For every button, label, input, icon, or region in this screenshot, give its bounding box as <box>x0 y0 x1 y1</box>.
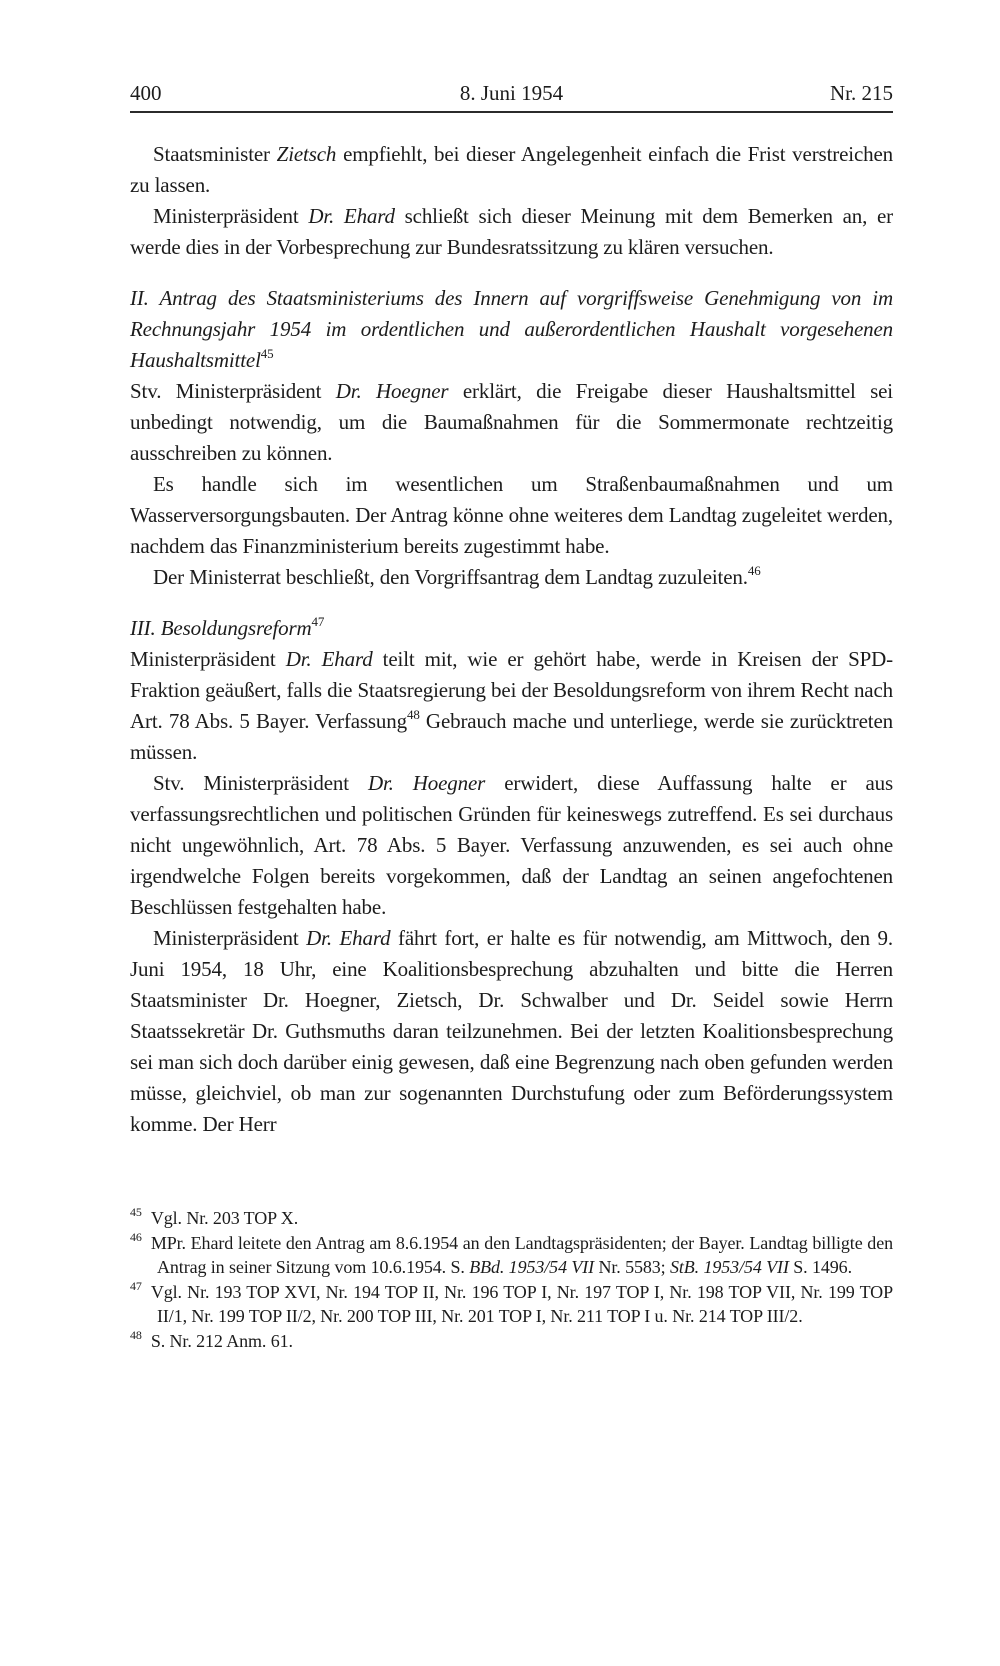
document-body <box>130 139 893 1140</box>
text-run: S. 1496. <box>788 1257 852 1277</box>
emphasized-text: Dr. Ehard <box>285 647 373 671</box>
footnote-ref: 46 <box>747 563 761 578</box>
footnote-marker: 47 <box>130 1278 142 1293</box>
text-run: erklärt, die Freigabe dieser Haushaltsmittel sei unbedingt notwendig, um die Baumaßnahmen für die Sommermonate rechtzeitig ausschreiben zu können. <box>130 379 893 465</box>
emphasized-text: Zietsch <box>276 142 337 166</box>
footnote-ref: 48 <box>406 707 420 722</box>
text-run: Ministerpräsident <box>153 926 307 950</box>
text-run: Stv. Ministerpräsident <box>153 771 368 795</box>
emphasized-text: Dr. Ehard <box>306 926 391 950</box>
text-run: Gebrauch mache und unterliege, werde sie zurücktreten müssen. <box>130 709 893 764</box>
text-run: Ministerpräsident <box>153 204 309 228</box>
body-paragraph <box>130 923 893 1140</box>
running-head <box>130 80 893 113</box>
emphasized-text: BBd. 1953/54 VII <box>469 1257 595 1277</box>
body-paragraph <box>130 768 893 923</box>
emphasized-text: StB. 1953/54 VII <box>669 1257 789 1277</box>
text-run: Vgl. Nr. 203 TOP X. <box>150 1208 299 1228</box>
footnote <box>130 1206 893 1231</box>
footnote <box>130 1280 893 1329</box>
text-run: S. Nr. 212 Anm. 61. <box>150 1330 293 1351</box>
text-run: Staatsminister <box>153 142 277 166</box>
text-run: Der Ministerrat beschließt, den Vorgriffsantrag dem Landtag zuzuleiten. <box>153 565 748 589</box>
footnote-ref: 47 <box>311 614 325 629</box>
body-paragraph <box>130 562 893 593</box>
section-heading <box>130 283 893 376</box>
header-issue-number: Nr. 215 <box>830 81 893 105</box>
emphasized-text: III. Besoldungsreform <box>130 616 312 640</box>
body-paragraph <box>130 376 893 469</box>
body-paragraph <box>130 644 893 768</box>
emphasized-text: II. Antrag des Staatsministeriums des Innern auf vorgriffsweise Genehmigung von im Rechnungsjahr 1954 im ordentlichen und außerordentlichen Haushalt vorgesehenen Haushaltsmittel <box>130 286 893 372</box>
text-run: teilt mit, wie er gehört habe, werde in Kreisen der SPD-Fraktion geäußert, falls die Staatsregierung bei der Besoldungsreform von ihrem Recht nach Art. 78 Abs. 5 Bayer. Verfassung <box>130 647 893 733</box>
section-heading <box>130 613 893 644</box>
text-run: schließt sich dieser Meinung mit dem Bemerken an, er werde dies in der Vorbesprechung zur Bundesratssitzung zu klären versuchen. <box>130 204 893 259</box>
footnote <box>130 1231 893 1280</box>
footnote <box>130 1329 893 1354</box>
text-run: Es handle sich im wesentlichen um Straßenbaumaßnahmen und um Wasserversorgungsbauten. Der Antrag könne ohne weiteres dem Landtag zugeleitet werden, nachdem das Finanzministerium bereits zugestimmt habe. <box>130 472 893 558</box>
text-run: erwidert, diese Auffassung halte er aus verfassungsrechtlichen und politischen Gründen für keineswegs zutreffend. Es sei durchaus nicht ungewöhnlich, Art. 78 Abs. 5 Bayer. Verfassung anzuwenden, es sei auch ohne irgendwelche Folgen bereits vorgekommen, daß der Landtag an seinen angefochtenen Beschlüssen festgehalten habe. <box>130 771 893 919</box>
text-run: Ministerpräsident <box>130 647 286 671</box>
text-run: empfiehlt, bei dieser Angelegenheit einfach die Frist verstreichen zu lassen. <box>130 142 893 197</box>
text-run: Vgl. Nr. 193 TOP XVI, Nr. 194 TOP II, Nr. 196 TOP I, Nr. 197 TOP I, Nr. 198 TOP VII, Nr. 199 TOP II/1, Nr. 199 TOP II/2, Nr. 200 TOP III, Nr. 201 TOP I, Nr. 211 TOP I u. Nr. 214 TOP III/2. <box>150 1281 893 1326</box>
text-run: fährt fort, er halte es für notwendig, am Mittwoch, den 9. Juni 1954, 18 Uhr, eine Koalitionsbesprechung abzuhalten und bitte die Herren Staatsminister Dr. Hoegner, Zietsch, Dr. Schwalber und Dr. Seidel sowie Herrn Staatssekretär Dr. Guthsmuths daran teilzunehmen. Bei der letzten Koalitionsbesprechung sei man sich doch darüber einig gewesen, daß eine Begrenzung nach oben gefunden werden müsse, gleichviel, ob man zur sogenannten Durchstufung oder zum Beförderungssystem komme. Der Herr <box>130 926 893 1136</box>
footnote-marker: 46 <box>130 1229 142 1244</box>
text-run: MPr. Ehard leitete den Antrag am 8.6.1954 an den Landtagspräsidenten; der Bayer. Landtag billigte den Antrag in seiner Sitzung vom 10.6.1954. S. <box>150 1232 893 1277</box>
emphasized-text: Dr. Ehard <box>308 204 395 228</box>
emphasized-text: Dr. Hoegner <box>367 771 486 795</box>
footnote-ref: 45 <box>260 346 274 361</box>
text-run: Stv. Ministerpräsident <box>130 379 336 403</box>
body-paragraph <box>130 201 893 263</box>
text-run: Nr. 5583; <box>594 1257 670 1277</box>
footnotes-section <box>130 1206 893 1353</box>
footnote-marker: 45 <box>130 1205 142 1219</box>
footnote-marker: 48 <box>130 1327 142 1342</box>
body-paragraph <box>130 469 893 562</box>
header-date: 8. Juni 1954 <box>459 81 564 105</box>
page-number: 400 <box>130 81 162 105</box>
emphasized-text: Dr. Hoegner <box>335 379 449 403</box>
body-paragraph <box>130 139 893 201</box>
